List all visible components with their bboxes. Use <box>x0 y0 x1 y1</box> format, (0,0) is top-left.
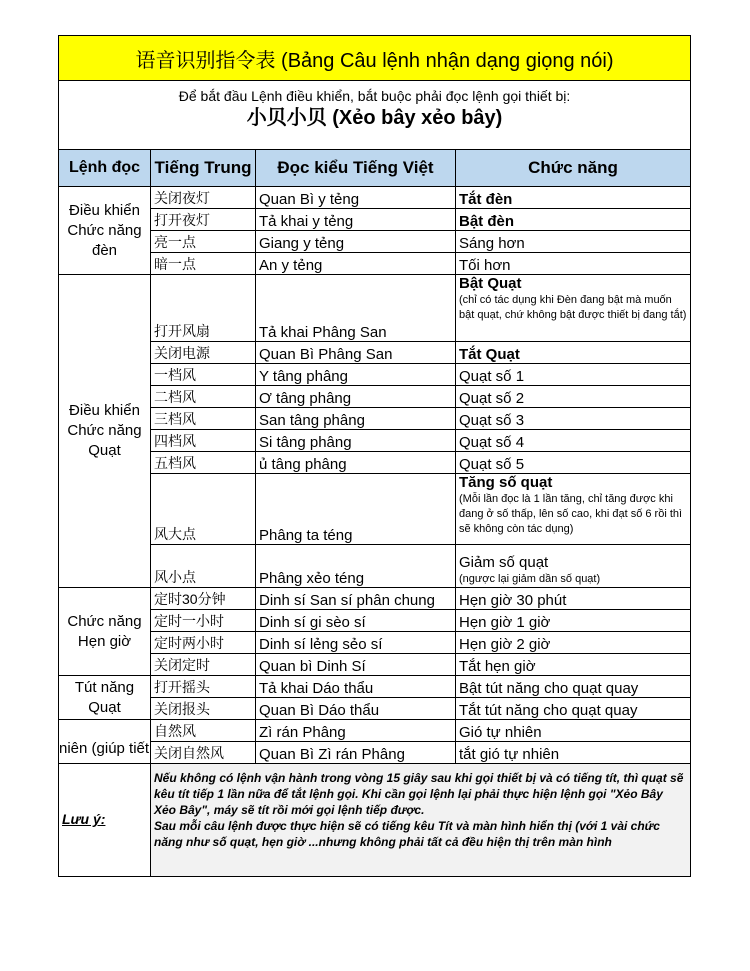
group-timer: Chức năng Hẹn giờ <box>59 588 151 676</box>
table-row <box>59 720 691 742</box>
group-natural <box>59 720 151 764</box>
table-row <box>59 253 691 275</box>
table-row <box>59 364 691 386</box>
table-row <box>59 408 691 430</box>
cmd-fn: Bật đèn <box>456 209 691 231</box>
cmd-fn <box>456 474 691 545</box>
cmd-vi: Dinh sí San sí phân chung <box>256 588 456 610</box>
cmd-zh: 打开风扇 <box>151 275 256 342</box>
note-text <box>151 764 691 877</box>
cmd-vi: Quan Bì y tẻng <box>256 187 456 209</box>
cmd-vi: Quan Bì Zì rán Phâng <box>256 742 456 764</box>
intro-line: Để bắt đầu Lệnh điều khiển, bắt buộc phải đọc lệnh gọi thiết bị: <box>178 88 571 104</box>
note-paragraph-2: Sau mỗi câu lệnh được thực hiện sẽ có tiếng kêu Tít và màn hình hiển thị (với 1 vài chức năng như số quạt, hẹn giờ ...nhưng không phải tất cả đều hiện thị trên màn hình <box>154 819 660 849</box>
fn-title: Bật Quạt <box>459 275 522 292</box>
cmd-zh: 二档风 <box>151 386 256 408</box>
cmd-vi: Phâng ta téng <box>256 474 456 545</box>
cmd-fn: Tắt hẹn giờ <box>456 654 691 676</box>
wake-word: 小贝小贝 (Xẻo bây xẻo bây) <box>246 107 503 129</box>
cmd-zh: 关闭报头 <box>151 698 256 720</box>
cmd-vi: Zì rán Phâng <box>256 720 456 742</box>
cmd-vi: San tâng phâng <box>256 408 456 430</box>
fn-note: (chỉ có tác dụng khi Đèn đang bật mà muốn bật quạt, chứ không bật được thiết bị đang tắt) <box>459 294 687 321</box>
cmd-fn: Tối hơn <box>456 253 691 275</box>
cmd-zh: 一档风 <box>151 364 256 386</box>
cmd-fn: Quạt số 3 <box>456 408 691 430</box>
cmd-fn: Quạt số 4 <box>456 430 691 452</box>
command-table <box>58 35 691 877</box>
cmd-fn: Hẹn giờ 30 phút <box>456 588 691 610</box>
group-swing: Tút năng Quạt <box>59 676 151 720</box>
table-row <box>59 275 691 342</box>
header-function: Chức năng <box>456 150 691 187</box>
intro <box>59 81 691 150</box>
cmd-fn: Bật tút năng cho quạt quay <box>456 676 691 698</box>
cmd-vi: Tả khai Phâng San <box>256 275 456 342</box>
cmd-vi: Si tâng phâng <box>256 430 456 452</box>
cmd-zh: 关闭自然风 <box>151 742 256 764</box>
table-row <box>59 742 691 764</box>
cmd-fn <box>456 545 691 588</box>
table-row <box>59 386 691 408</box>
table-row <box>59 545 691 588</box>
cmd-fn: Quạt số 2 <box>456 386 691 408</box>
cmd-fn: Tắt Quạt <box>456 342 691 364</box>
cmd-vi: Giang y tẻng <box>256 231 456 253</box>
fn-note: (ngược lại giảm dần số quạt) <box>459 573 601 585</box>
fn-title: Giảm số quạt <box>459 554 549 571</box>
cmd-zh: 风大点 <box>151 474 256 545</box>
header-chinese: Tiếng Trung <box>151 150 256 187</box>
cmd-vi: An y tẻng <box>256 253 456 275</box>
group-light: Điều khiển Chức năng đèn <box>59 187 151 275</box>
cmd-fn <box>456 275 691 342</box>
note-label-cell <box>59 764 151 877</box>
note-paragraph-1: Nếu không có lệnh vận hành trong vòng 15 giây sau khi gọi thiết bị và có tiếng tít, thì quạt sẽ kêu tít tiếp 1 lần nữa để tắt lệnh gọi. Khi cần gọi lệnh lại phải thực hiện lệnh gọi "Xẻo Bây Xẻo Bây", máy sẽ tít rồi mới gọi lệnh tiếp được. <box>154 771 684 817</box>
cmd-fn: Hẹn giờ 2 giờ <box>456 632 691 654</box>
table-row <box>59 632 691 654</box>
cmd-zh: 五档风 <box>151 452 256 474</box>
cmd-zh: 自然风 <box>151 720 256 742</box>
header-row <box>59 150 691 187</box>
table-row <box>59 187 691 209</box>
cmd-zh: 关闭定时 <box>151 654 256 676</box>
cmd-fn: Sáng hơn <box>456 231 691 253</box>
cmd-zh: 定时一小时 <box>151 610 256 632</box>
cmd-vi: Dinh sí gi sèo sí <box>256 610 456 632</box>
cmd-zh: 定时30分钟 <box>151 588 256 610</box>
cmd-zh: 暗一点 <box>151 253 256 275</box>
cmd-vi: Dinh sí lẻng sẻo sí <box>256 632 456 654</box>
cmd-vi: Quan bì Dinh Sí <box>256 654 456 676</box>
cmd-vi: ủ tâng phâng <box>256 452 456 474</box>
cmd-zh: 关闭电源 <box>151 342 256 364</box>
note-label: Lưu ý: <box>62 811 106 827</box>
group-fan: Điều khiển Chức năng Quạt <box>59 275 151 588</box>
table-row <box>59 342 691 364</box>
table-row <box>59 654 691 676</box>
table-row <box>59 209 691 231</box>
table-title: 语音识别指令表 (Bảng Câu lệnh nhận dạng giọng nói) <box>59 36 691 81</box>
cmd-zh: 四档风 <box>151 430 256 452</box>
cmd-vi: Quan Bì Phâng San <box>256 342 456 364</box>
table-row <box>59 610 691 632</box>
cmd-fn: Quạt số 5 <box>456 452 691 474</box>
cmd-vi: Tả khai Dáo thẩu <box>256 676 456 698</box>
cmd-vi: Tả khai y tẻng <box>256 209 456 231</box>
cmd-zh: 打开夜灯 <box>151 209 256 231</box>
cmd-fn: Tắt đèn <box>456 187 691 209</box>
table-row <box>59 698 691 720</box>
fn-note: (Mỗi lần đọc là 1 lần tăng, chỉ tăng được khi đang ở số thấp, lên số cao, khi đạt số 6 rồi thì sẽ không còn tác dụng) <box>459 493 683 535</box>
table-row <box>59 588 691 610</box>
cmd-vi: Ơ tâng phâng <box>256 386 456 408</box>
group-natural-label: niên (giúp tiết <box>59 739 150 757</box>
fn-title: Tăng số quạt <box>459 474 553 491</box>
cmd-fn: Gió tự nhiên <box>456 720 691 742</box>
table-row <box>59 231 691 253</box>
header-group: Lệnh đọc <box>59 150 151 187</box>
cmd-vi: Y tâng phâng <box>256 364 456 386</box>
cmd-fn: Quạt số 1 <box>456 364 691 386</box>
cmd-vi: Phâng xẻo téng <box>256 545 456 588</box>
cmd-zh: 三档风 <box>151 408 256 430</box>
cmd-zh: 亮一点 <box>151 231 256 253</box>
table-row <box>59 430 691 452</box>
table-row <box>59 676 691 698</box>
table-row <box>59 474 691 545</box>
cmd-zh: 定时两小时 <box>151 632 256 654</box>
note-row <box>59 764 691 877</box>
table-row <box>59 452 691 474</box>
cmd-fn: tắt gió tự nhiên <box>456 742 691 764</box>
cmd-zh: 风小点 <box>151 545 256 588</box>
header-vietnamese: Đọc kiểu Tiếng Việt <box>256 150 456 187</box>
cmd-zh: 关闭夜灯 <box>151 187 256 209</box>
cmd-fn: Tắt tút năng cho quạt quay <box>456 698 691 720</box>
cmd-fn: Hẹn giờ 1 giờ <box>456 610 691 632</box>
cmd-vi: Quan Bì Dáo thẩu <box>256 698 456 720</box>
cmd-zh: 打开摇头 <box>151 676 256 698</box>
